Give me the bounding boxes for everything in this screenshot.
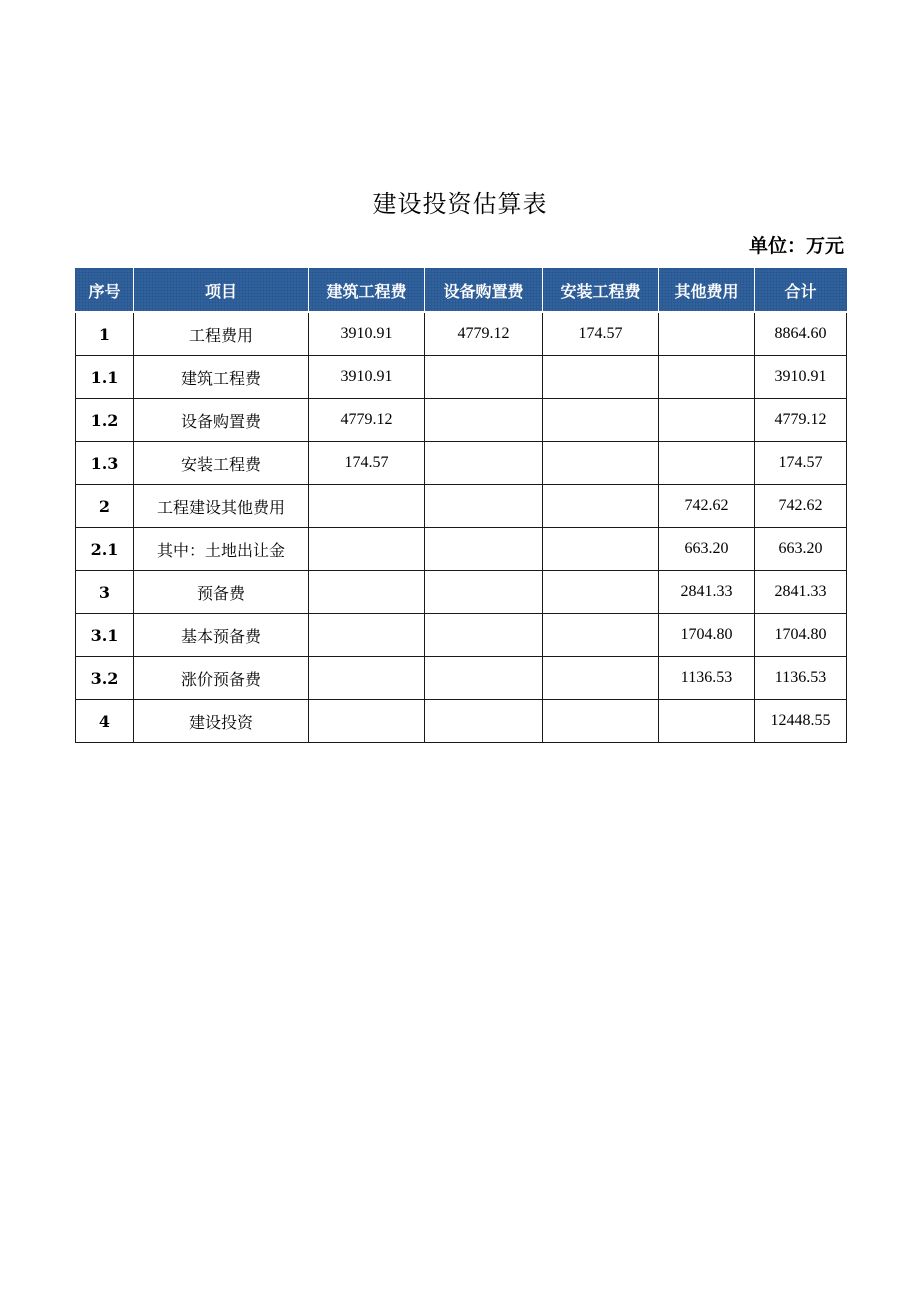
cell-seq: 3 <box>76 571 134 614</box>
header-other-cost: 其他费用 <box>659 269 755 313</box>
table-row <box>76 399 847 442</box>
table-row <box>76 485 847 528</box>
cell-building: 4779.12 <box>309 399 425 442</box>
cell-other: 663.20 <box>659 528 755 571</box>
cell-item: 设备购置费 <box>134 399 309 442</box>
cell-total: 8864.60 <box>755 312 847 356</box>
cell-equipment <box>425 399 543 442</box>
cell-other <box>659 700 755 743</box>
cell-item: 安装工程费 <box>134 442 309 485</box>
cell-building: 3910.91 <box>309 356 425 399</box>
header-equipment-cost: 设备购置费 <box>425 269 543 313</box>
cell-item: 建设投资 <box>134 700 309 743</box>
table-row <box>76 657 847 700</box>
cell-install <box>543 528 659 571</box>
cell-seq: 3.2 <box>76 657 134 700</box>
cell-building <box>309 571 425 614</box>
cell-other <box>659 312 755 356</box>
table-row <box>76 700 847 743</box>
cell-other <box>659 442 755 485</box>
cell-install <box>543 399 659 442</box>
cell-item: 建筑工程费 <box>134 356 309 399</box>
cell-install <box>543 700 659 743</box>
cell-equipment <box>425 700 543 743</box>
cell-other <box>659 399 755 442</box>
table-row <box>76 528 847 571</box>
cell-item: 预备费 <box>134 571 309 614</box>
cell-item: 工程建设其他费用 <box>134 485 309 528</box>
cell-building <box>309 614 425 657</box>
header-total: 合计 <box>755 269 847 313</box>
cell-seq: 1.3 <box>76 442 134 485</box>
cell-equipment <box>425 528 543 571</box>
cell-other: 2841.33 <box>659 571 755 614</box>
cell-item: 涨价预备费 <box>134 657 309 700</box>
table-row <box>76 356 847 399</box>
cell-install <box>543 485 659 528</box>
cell-seq: 1.2 <box>76 399 134 442</box>
cell-building: 174.57 <box>309 442 425 485</box>
cell-install <box>543 657 659 700</box>
header-seq: 序号 <box>76 269 134 313</box>
table-row <box>76 312 847 356</box>
cell-equipment <box>425 485 543 528</box>
cell-total: 4779.12 <box>755 399 847 442</box>
cell-seq: 3.1 <box>76 614 134 657</box>
cell-item: 工程费用 <box>134 312 309 356</box>
cell-equipment <box>425 614 543 657</box>
header-item: 项目 <box>134 269 309 313</box>
cell-seq: 2.1 <box>76 528 134 571</box>
cell-total: 12448.55 <box>755 700 847 743</box>
document-title: 建设投资估算表 <box>372 190 548 218</box>
cell-install <box>543 442 659 485</box>
cell-install <box>543 614 659 657</box>
cell-item: 基本预备费 <box>134 614 309 657</box>
header-building-cost: 建筑工程费 <box>309 269 425 313</box>
cell-seq: 1 <box>76 312 134 356</box>
cell-total: 3910.91 <box>755 356 847 399</box>
table-row <box>76 571 847 614</box>
cell-install <box>543 356 659 399</box>
cell-equipment <box>425 442 543 485</box>
cell-building <box>309 485 425 528</box>
table-row <box>76 614 847 657</box>
table-row <box>76 442 847 485</box>
cell-building: 3910.91 <box>309 312 425 356</box>
unit-label: 单位：万元 <box>748 235 844 257</box>
cell-equipment <box>425 356 543 399</box>
cell-total: 663.20 <box>755 528 847 571</box>
cell-install <box>543 571 659 614</box>
investment-estimate-table <box>75 268 847 743</box>
cell-seq: 4 <box>76 700 134 743</box>
cell-other: 742.62 <box>659 485 755 528</box>
cell-seq: 2 <box>76 485 134 528</box>
cell-total: 1136.53 <box>755 657 847 700</box>
cell-building <box>309 700 425 743</box>
cell-total: 742.62 <box>755 485 847 528</box>
cell-building <box>309 657 425 700</box>
cell-item: 其中：土地出让金 <box>134 528 309 571</box>
cell-other: 1136.53 <box>659 657 755 700</box>
cell-building <box>309 528 425 571</box>
cell-equipment: 4779.12 <box>425 312 543 356</box>
cell-install: 174.57 <box>543 312 659 356</box>
cell-total: 2841.33 <box>755 571 847 614</box>
cell-total: 174.57 <box>755 442 847 485</box>
cell-other <box>659 356 755 399</box>
table-header-row <box>76 269 847 313</box>
cell-equipment <box>425 571 543 614</box>
cell-total: 1704.80 <box>755 614 847 657</box>
cell-other: 1704.80 <box>659 614 755 657</box>
header-install-cost: 安装工程费 <box>543 269 659 313</box>
cell-equipment <box>425 657 543 700</box>
cell-seq: 1.1 <box>76 356 134 399</box>
